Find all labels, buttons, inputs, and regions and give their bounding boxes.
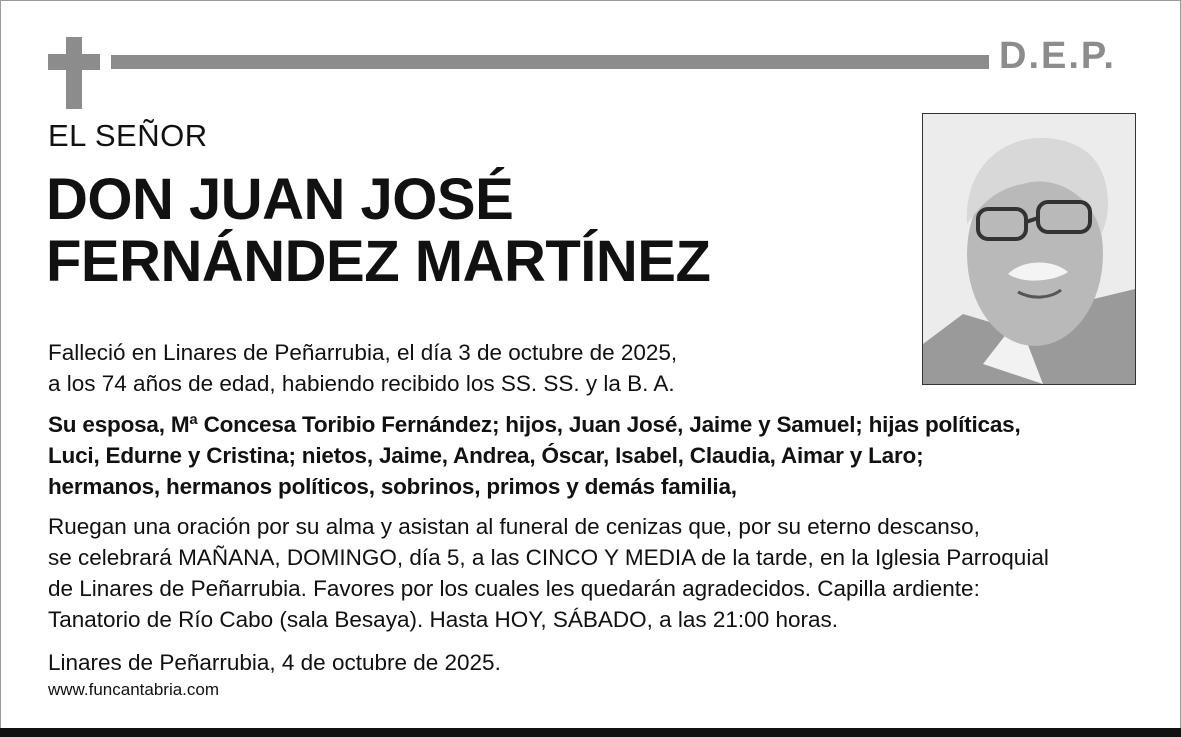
bottom-border [0,728,1181,737]
request-text [48,511,1049,635]
family-line: Su esposa, Mª Concesa Toribio Fernández; hijos, Juan José, Jaime y Samuel; hijas políticas, [48,412,1021,437]
intro-text [48,337,677,399]
portrait-photo [922,113,1136,385]
title-honorific: EL SEÑOR [48,118,208,153]
dep-label: D.E.P. [999,35,1116,77]
request-line: Tanatorio de Río Cabo (sala Besaya). Hasta HOY, SÁBADO, a las 21:00 horas. [48,607,838,632]
place-date: Linares de Peñarrubia, 4 de octubre de 2025. [48,650,501,675]
family-text [48,409,1021,502]
portrait-image [923,114,1135,384]
header-rule [111,55,989,69]
intro-line: Falleció en Linares de Peñarrubia, el día 3 de octubre de 2025, [48,340,678,365]
family-line: hermanos, hermanos políticos, sobrinos, primos y demás familia, [48,474,737,499]
name-line-2: FERNÁNDEZ MARTÍNEZ [46,229,711,294]
request-line: de Linares de Peñarrubia. Favores por los cuales les quedarán agradecidos. Capilla ardiente: [48,576,980,601]
intro-line: a los 74 años de edad, habiendo recibido los SS. SS. y la B. A. [48,371,675,396]
name-line-1: DON JUAN JOSÉ [46,167,514,232]
family-line: Luci, Edurne y Cristina; nietos, Jaime, Andrea, Óscar, Isabel, Claudia, Aimar y Laro; [48,443,924,468]
request-line: Ruegan una oración por su alma y asistan al funeral de cenizas que, por su eterno descanso, [48,514,980,539]
request-line: se celebrará MAÑANA, DOMINGO, día 5, a las CINCO Y MEDIA de la tarde, en la Iglesia Parroquial [48,545,1049,570]
cross-icon [66,37,82,109]
cross-icon-bar [48,54,100,70]
deceased-name [46,167,711,295]
website-link[interactable]: www.funcantabria.com [48,680,220,699]
